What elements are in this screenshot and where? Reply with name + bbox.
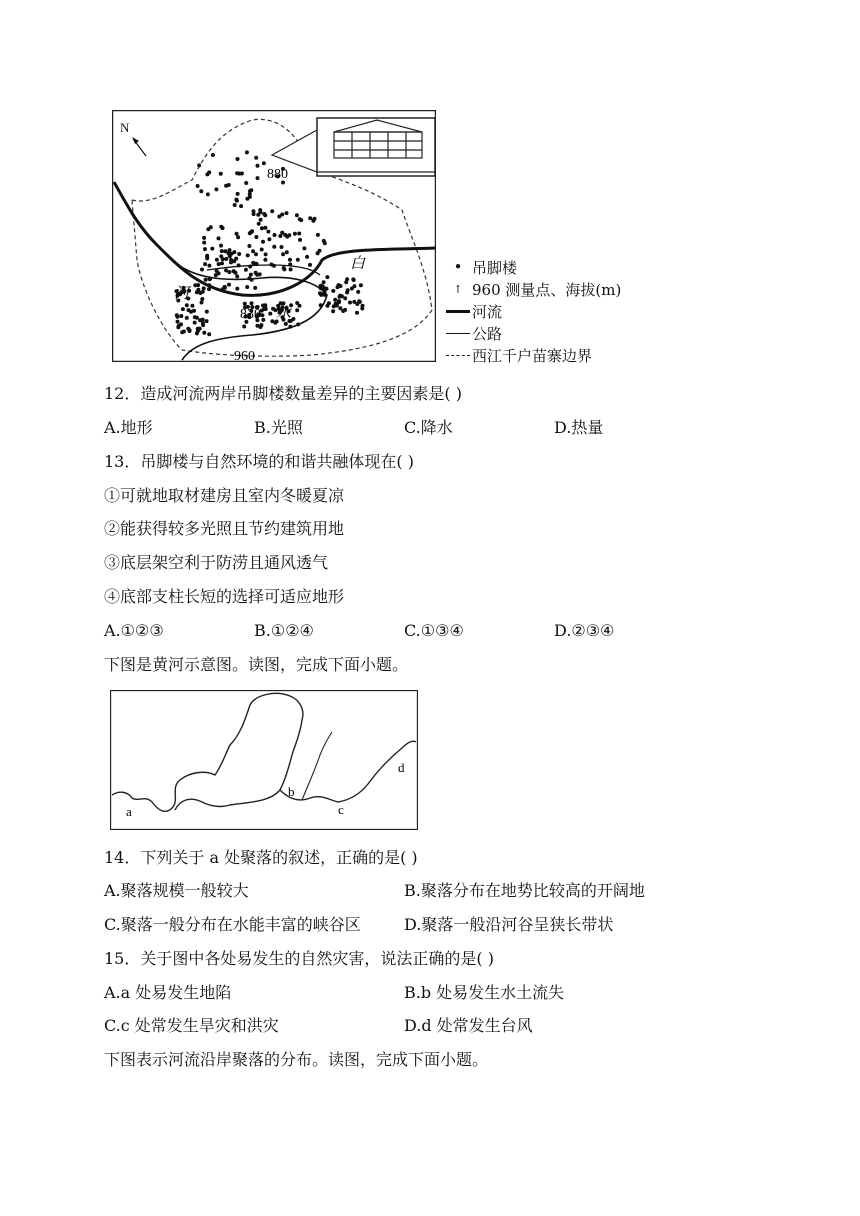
stilt-house-dot: [202, 241, 206, 245]
stilt-house-dot: [269, 263, 273, 267]
stilt-house-dot: [220, 261, 224, 265]
stilt-house-dot: [202, 331, 206, 335]
stilt-house-dot: [221, 287, 225, 291]
stilt-house-dot: [207, 283, 211, 287]
stilt-house-dot: [182, 330, 186, 334]
stilt-house-dot: [285, 235, 289, 239]
stilt-house-dot: [355, 311, 359, 315]
stilt-house-dot: [288, 262, 292, 266]
stilt-house-dot: [250, 278, 254, 282]
stilt-house-dot: [270, 209, 274, 213]
stilt-house-dot: [280, 213, 284, 217]
stilt-house-dot: [295, 308, 299, 312]
q14-option-d[interactable]: D.聚落一般沿河谷呈狭长带状: [404, 915, 614, 934]
q13-option-d[interactable]: D.②③④: [554, 621, 615, 640]
stilt-house-dot: [228, 248, 232, 252]
stilt-house-dot: [230, 252, 234, 256]
stilt-house-dot: [248, 265, 252, 269]
stilt-house-dot: [181, 307, 185, 311]
stilt-house-dot: [245, 150, 249, 154]
elev-880: 880: [267, 167, 288, 182]
stilt-house-dot: [206, 192, 210, 196]
stilt-house-dot: [236, 192, 240, 196]
stilt-house-dot: [316, 233, 320, 237]
stilt-house-dot: [250, 301, 254, 305]
stilt-house-dot: [249, 273, 253, 277]
stilt-house-dot: [258, 208, 262, 212]
stilt-house-dot: [247, 244, 251, 248]
stilt-house-dot: [280, 231, 284, 235]
q12-option-a[interactable]: A.地形: [104, 418, 153, 437]
stilt-house-dot: [211, 153, 215, 157]
stilt-house-dot: [356, 290, 360, 294]
stilt-house-dot: [237, 263, 241, 267]
stilt-house-dot: [296, 322, 300, 326]
stilt-house-dot: [224, 257, 228, 261]
stilt-house-dot: [201, 318, 205, 322]
stilt-house-dot: [227, 270, 231, 274]
stilt-house-dot: [203, 262, 207, 266]
stilt-house-dot: [338, 295, 342, 299]
stilt-house-dot: [248, 231, 252, 235]
q14-option-a[interactable]: A.聚落规模一般较大: [104, 881, 249, 900]
q13-stem: 13．吊脚楼与自然环境的和谐共融体现在( ): [104, 452, 414, 471]
q12-option-c[interactable]: C.降水: [404, 418, 453, 437]
stilt-house-dot: [254, 156, 258, 160]
intro-settlement: 下图表示河流沿岸聚落的分布。读图，完成下面小题。: [104, 1050, 489, 1069]
stilt-house-dot: [245, 285, 249, 289]
stilt-house-dot: [322, 239, 326, 243]
stilt-house-dot: [207, 287, 211, 291]
stilt-house-map: [112, 110, 436, 362]
stilt-house-dot: [258, 272, 262, 276]
stilt-house-dot: [201, 321, 205, 325]
stilt-house-dot: [336, 285, 340, 289]
q13-item-2: ②能获得较多光照且节约建筑用地: [104, 519, 345, 538]
stilt-house-dot: [205, 254, 209, 258]
stilt-house-dot: [262, 307, 266, 311]
stilt-house-dot: [215, 258, 219, 262]
label-a: a: [126, 804, 132, 819]
stilt-house-dot: [316, 251, 320, 255]
q15-option-b[interactable]: B.b 处易发生水土流失: [404, 983, 565, 1002]
stilt-house-dot: [267, 237, 271, 241]
stilt-house-dot: [229, 260, 233, 264]
stilt-house-dot: [322, 280, 326, 284]
stilt-house-dot: [262, 161, 266, 165]
stilt-house-dot: [299, 218, 303, 222]
q13-item-3: ③底层架空利于防涝且通风透气: [104, 553, 329, 572]
yellow-river-map: [110, 690, 418, 830]
stilt-house-dot: [179, 314, 183, 318]
q13-option-a[interactable]: A.①②③: [104, 621, 164, 640]
q13-option-b[interactable]: B.①②④: [254, 621, 314, 640]
legend-river: 河流: [472, 302, 503, 321]
stilt-house-dot: [311, 219, 315, 223]
stilt-house-dot: [288, 258, 292, 262]
stilt-house-dot: [204, 278, 208, 282]
stilt-house-dot: [185, 316, 189, 320]
stilt-house-dot: [242, 325, 246, 329]
river-char-he: 河: [174, 284, 190, 302]
stilt-house-dot: [358, 300, 362, 304]
stilt-house-dot: [206, 227, 210, 231]
stilt-house-dot: [248, 195, 252, 199]
stilt-house-dot: [288, 325, 292, 329]
stilt-house-dot: [254, 252, 258, 256]
stilt-house-dot: [273, 233, 277, 237]
stilt-house-dot: [243, 302, 247, 306]
stilt-house-dot: [333, 298, 337, 302]
stilt-house-dot: [251, 249, 255, 253]
stilt-house-dot: [234, 198, 238, 202]
stilt-house-dot: [224, 184, 228, 188]
legend-boundary: 西江千户苗寨边界: [472, 346, 593, 365]
stilt-house-dot: [259, 323, 263, 327]
stilt-house-dot: [281, 252, 285, 256]
stilt-house-dot: [257, 222, 261, 226]
stilt-house-dot: [235, 274, 239, 278]
stilt-house-dot: [350, 287, 354, 291]
label-b: b: [288, 784, 295, 799]
q15-stem: 15．关于图中各处易发生的自然灾害，说法正确的是( ): [104, 949, 494, 968]
stilt-house-dot: [335, 304, 339, 308]
elev-960: 960: [234, 349, 255, 362]
stilt-house-dot: [308, 216, 312, 220]
stilt-house-dot: [220, 249, 224, 253]
stilt-house-dot: [302, 246, 306, 250]
stilt-house-dot: [207, 170, 211, 174]
stilt-house-dot: [232, 269, 236, 273]
stilt-house-dot: [190, 304, 194, 308]
legend-house: 吊脚楼: [472, 258, 518, 277]
q14-stem: 14．下列关于 a 处聚落的叙述，正确的是( ): [104, 848, 418, 867]
stilt-house-dot: [235, 232, 239, 236]
stilt-house-dot: [199, 189, 203, 193]
q12-option-b[interactable]: B.光照: [254, 418, 303, 437]
stilt-house-dot: [205, 310, 209, 314]
stilt-house-dot: [202, 236, 206, 240]
stilt-house-dot: [205, 319, 209, 323]
stilt-house-dot: [263, 258, 267, 262]
stilt-house-dot: [352, 278, 356, 282]
stilt-house-dot: [256, 176, 260, 180]
stilt-house-dot: [237, 172, 241, 176]
stilt-house-dot: [331, 309, 335, 313]
stilt-house-dot: [263, 226, 267, 230]
stilt-house-dot: [196, 327, 200, 331]
stilt-house-dot: [219, 244, 223, 248]
stilt-house-dot: [233, 203, 237, 207]
legend-elevation: 960 测量点、海拔(m): [472, 280, 622, 299]
q13-option-c[interactable]: C.①③④: [404, 621, 464, 640]
stilt-house-dot: [261, 240, 265, 244]
q14-option-b[interactable]: B.聚落分布在地势比较高的开阔地: [404, 881, 645, 900]
stilt-house-dot: [195, 331, 199, 335]
stilt-house-dot: [214, 187, 218, 191]
stilt-house-dot: [198, 291, 202, 295]
stilt-house-dot: [193, 321, 197, 325]
stilt-house-dot: [246, 253, 250, 257]
stilt-house-dot: [295, 213, 299, 217]
stilt-house-dot: [262, 212, 266, 216]
stilt-house-dot: [285, 211, 289, 215]
stilt-house-dot: [296, 258, 300, 262]
stilt-house-dot: [254, 235, 258, 239]
stilt-house-dot: [215, 269, 219, 273]
stilt-house-dot: [322, 291, 326, 295]
stilt-house-dot: [343, 296, 347, 300]
label-d: d: [398, 760, 405, 775]
stilt-house-dot: [217, 262, 221, 266]
stilt-house-dot: [280, 245, 284, 249]
stilt-house-dot: [297, 232, 301, 236]
stilt-house-dot: [326, 304, 330, 308]
stilt-house-dot: [193, 283, 197, 287]
stilt-house-dot: [260, 313, 264, 317]
stilt-house-dot: [219, 254, 223, 258]
stilt-house-dot: [249, 188, 253, 192]
map-legend: • 吊脚楼 ↑ 960 测量点、海拔(m) 河流 公路 西江千户苗寨边界: [444, 256, 644, 366]
q15-option-d[interactable]: D.d 处常发生台风: [404, 1016, 533, 1035]
stilt-house-dot: [237, 252, 241, 256]
stilt-house-dot: [244, 268, 248, 272]
stilt-house-dot: [235, 287, 239, 291]
stilt-house-dot: [305, 255, 309, 259]
stilt-house-dot: [266, 230, 270, 234]
stilt-house-dot: [293, 232, 297, 236]
stilt-house-dot: [264, 252, 268, 256]
label-c: c: [338, 802, 344, 817]
stilt-house-dot: [210, 247, 214, 251]
stilt-house-dot: [196, 184, 200, 188]
q15-option-a[interactable]: A.a 处易发生地陷: [104, 983, 232, 1002]
stilt-house-dot: [298, 304, 302, 308]
stilt-house-dot: [200, 268, 204, 272]
stilt-house-dot: [261, 318, 265, 322]
stilt-house-dot: [227, 283, 231, 287]
stilt-house-dot: [331, 289, 335, 293]
q12-option-d[interactable]: D.热量: [554, 418, 604, 437]
stilt-house-dot: [260, 226, 264, 230]
stilt-house-dot: [348, 301, 352, 305]
stilt-house-dot: [236, 235, 240, 239]
stilt-house-dot: [344, 280, 348, 284]
stilt-house-dot: [176, 320, 180, 324]
stilt-house-dot: [252, 212, 256, 216]
q13-item-1: ①可就地取材建房且室内冬暖夏凉: [104, 486, 345, 505]
stilt-house-dot: [359, 283, 363, 287]
stilt-house-dot: [345, 291, 349, 295]
stilt-house-dot: [197, 163, 201, 167]
stilt-house-dot: [261, 304, 265, 308]
stilt-house-dot: [268, 312, 272, 316]
stilt-house-dot: [278, 234, 282, 238]
q15-option-c[interactable]: C.c 处常发生旱灾和洪灾: [104, 1016, 279, 1035]
stilt-house-dot: [289, 267, 293, 271]
stilt-house-dot: [284, 322, 288, 326]
q12-stem: 12．造成河流两岸吊脚楼数量差异的主要因素是( ): [104, 384, 462, 403]
stilt-house-dot: [341, 309, 345, 313]
stilt-house-dot: [192, 309, 196, 313]
stilt-house-dot: [239, 204, 243, 208]
stilt-house-dot: [338, 306, 342, 310]
stilt-house-dot: [352, 300, 356, 304]
stilt-house-dot: [203, 247, 207, 251]
q13-item-4: ④底部支柱长短的选择可适应地形: [104, 587, 345, 606]
intro-yellow-river: 下图是黄河示意图。读图，完成下面小题。: [104, 655, 409, 674]
river-char-shui: 水: [276, 304, 292, 322]
stilt-house-dot: [253, 286, 257, 290]
stilt-house-dot: [308, 263, 312, 267]
stilt-house-dot: [207, 332, 211, 336]
stilt-house-dot: [200, 297, 204, 301]
stilt-house-dot: [259, 218, 263, 222]
stilt-house-dot: [319, 303, 323, 307]
stilt-house-dot: [260, 248, 264, 252]
stilt-house-dot: [325, 275, 329, 279]
stilt-house-dot: [202, 286, 206, 290]
stilt-house-dot: [298, 238, 302, 242]
stilt-house-dot: [207, 264, 211, 268]
stilt-house-dot: [244, 181, 248, 185]
stilt-house-dot: [193, 315, 197, 319]
q14-option-c[interactable]: C.聚落一般分布在水能丰富的峡谷区: [104, 915, 361, 934]
stilt-house-dot: [219, 172, 223, 176]
stilt-house-dot: [177, 324, 181, 328]
stilt-house-dot: [176, 315, 180, 319]
stilt-house-dot: [236, 157, 240, 161]
north-n: N: [120, 120, 130, 135]
legend-road: 公路: [472, 324, 503, 343]
stilt-house-dot: [217, 236, 221, 240]
stilt-house-dot: [253, 262, 257, 266]
elev-830: 830: [240, 307, 261, 322]
stilt-house-dot: [219, 225, 223, 229]
stilt-house-dot: [361, 304, 365, 308]
stilt-house-dot: [200, 301, 204, 305]
stilt-house-dot: [208, 276, 212, 280]
stilt-house-dot: [256, 164, 260, 168]
stilt-house-dot: [234, 257, 238, 261]
stilt-house-dot: [272, 245, 276, 249]
stilt-house-dot: [188, 329, 192, 333]
stilt-house-dot: [285, 250, 289, 254]
stilt-house-dot: [185, 303, 189, 307]
stilt-house-dot: [282, 267, 286, 271]
river-char-bai: 白: [350, 254, 366, 272]
